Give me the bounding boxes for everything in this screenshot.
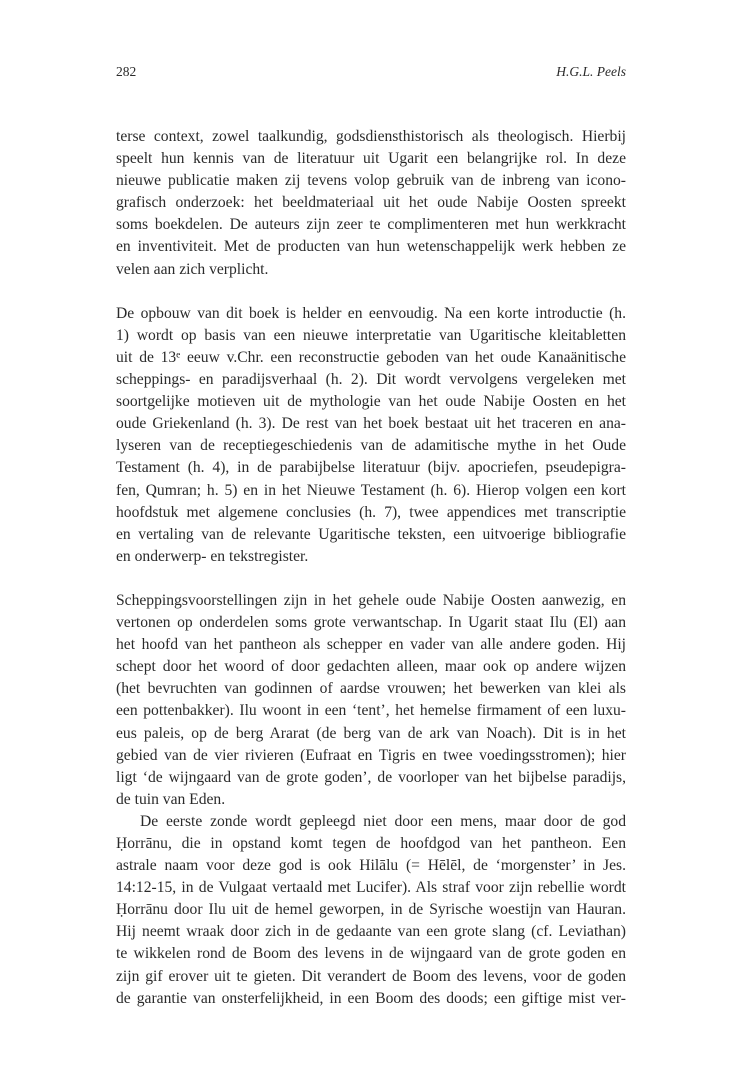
text-line: het hoofd van het pantheon als schepper en vader van alle andere goden. Hij bbox=[116, 636, 626, 654]
text-line: te wikkelen rond de Boom des levens in de wijngaard van de grote goden en bbox=[116, 945, 626, 963]
paragraph-gap bbox=[116, 281, 626, 303]
text-line: Testament (h. 4), in de parabijbelse literatuur (bijv. apocriefen, pseudepigra- bbox=[116, 459, 626, 477]
text-line: Ḥorrānu, die in opstand komt tegen de hoofdgod van het pantheon. Een bbox=[116, 835, 626, 852]
paragraph-gap bbox=[116, 568, 626, 590]
text-line: speelt hun kennis van de literatuur uit Ugarit een belangrijke rol. In deze bbox=[116, 150, 626, 168]
text-line: soortgelijke motieven uit de mythologie van het oude Nabije Oosten en het bbox=[116, 393, 626, 411]
text-line: (het bevruchten van godinnen of aardse vrouwen; het bewerken van klei als bbox=[116, 680, 626, 698]
text-line: soms boekdelen. De auteurs zijn zeer te complimenteren met hun werkkracht bbox=[116, 216, 626, 234]
text-line: ligt ‘de wijngaard van de grote goden’, de voorloper van het bijbelse paradijs, bbox=[116, 768, 626, 786]
text-line: de garantie van onsterfelijkheid, in een Boom des doods; een giftige mist ver- bbox=[116, 989, 626, 1007]
text-line: scheppings- en paradijsverhaal (h. 2). Dit wordt vervolgens vergeleken met bbox=[116, 371, 626, 389]
text-line: astrale naam voor deze god is ook Hilālu (= Hēlēl, de ‘morgenster’ in Jes. bbox=[116, 857, 626, 875]
text-line: terse context, zowel taalkundig, godsdiensthistorisch als theologisch. Hierbij bbox=[116, 128, 626, 145]
text-line: en onderwerp- en tekstregister. bbox=[116, 547, 309, 565]
text-line: nieuwe publicatie maken zij tevens volop gebruik van de inbreng van icono- bbox=[116, 172, 626, 190]
paragraph bbox=[116, 303, 626, 568]
text-line: een pottenbakker). Ilu woont in een ‘tent’, het hemelse firmament of een luxu- bbox=[116, 702, 626, 720]
text-line: de tuin van Eden. bbox=[116, 790, 226, 808]
text-line: velen aan zich verplicht. bbox=[116, 260, 269, 278]
text-line: uit de 13ᵉ eeuw v.Chr. een reconstructie geboden van het oude Kanaänitische bbox=[116, 348, 626, 366]
text-line: hoofdstuk met algemene conclusies (h. 7), twee appendices met transcriptie bbox=[116, 503, 626, 521]
text-line: Scheppingsvoorstellingen zijn in het gehele oude Nabije Oosten aanwezig, en bbox=[116, 591, 626, 609]
paragraph bbox=[116, 590, 626, 811]
text-line: fen, Qumran; h. 5) en in het Nieuwe Testament (h. 6). Hierop volgen een kort bbox=[116, 481, 626, 499]
text-line: gebied van de vier rivieren (Eufraat en Tigris en twee voedingsstromen); hier bbox=[116, 746, 626, 764]
text-line: en inventiviteit. Met de producten van hun wetenschappelijk werk hebben ze bbox=[116, 238, 626, 256]
text-line: grafisch onderzoek: het beeldmateriaal uit het oude Nabije Oosten spreekt bbox=[116, 194, 626, 212]
running-header bbox=[116, 64, 626, 86]
text-line: zijn gif erover uit te gieten. Dit verandert de Boom des levens, voor de goden bbox=[116, 967, 626, 985]
paragraph bbox=[116, 811, 626, 1010]
text-line: lyseren van de receptiegeschiedenis van de adamitische mythe in het Oude bbox=[116, 437, 626, 455]
text-line: oude Griekenland (h. 3). De rest van het boek bestaat uit het traceren en ana- bbox=[116, 415, 626, 433]
paragraph bbox=[116, 126, 626, 281]
text-line: De eerste zonde wordt gepleegd niet door een mens, maar door de god bbox=[140, 812, 626, 830]
page-number: 282 bbox=[116, 64, 137, 79]
text-line: 14:12-15, in de Vulgaat vertaald met Lucifer). Als straf voor zijn rebellie wordt bbox=[116, 879, 626, 897]
text-line: eus paleis, op de berg Ararat (de berg van de ark van Noach). Dit is in het bbox=[116, 724, 626, 742]
body-text bbox=[116, 126, 626, 1010]
text-line: en vertaling van de relevante Ugaritische teksten, een uitvoerige bibliografie bbox=[116, 525, 626, 543]
text-line: Ḥorrānu door Ilu uit de hemel geworpen, in de Syrische woestijn van Hauran. bbox=[116, 901, 626, 919]
text-line: De opbouw van dit boek is helder en eenvoudig. Na een korte introductie (h. bbox=[116, 304, 626, 322]
text-line: 1) wordt op basis van een nieuwe interpretatie van Ugaritische kleitabletten bbox=[116, 326, 626, 344]
text-line: Hij neemt wraak door zich in de gedaante van een grote slang (cf. Leviathan) bbox=[116, 923, 626, 941]
running-head-author: H.G.L. Peels bbox=[556, 64, 626, 79]
text-line: schept door het woord of door gedachten alleen, maar ook op andere wijzen bbox=[116, 658, 626, 676]
text-line: vertonen op onderdelen soms grote verwantschap. In Ugarit staat Ilu (El) aan bbox=[116, 614, 626, 632]
